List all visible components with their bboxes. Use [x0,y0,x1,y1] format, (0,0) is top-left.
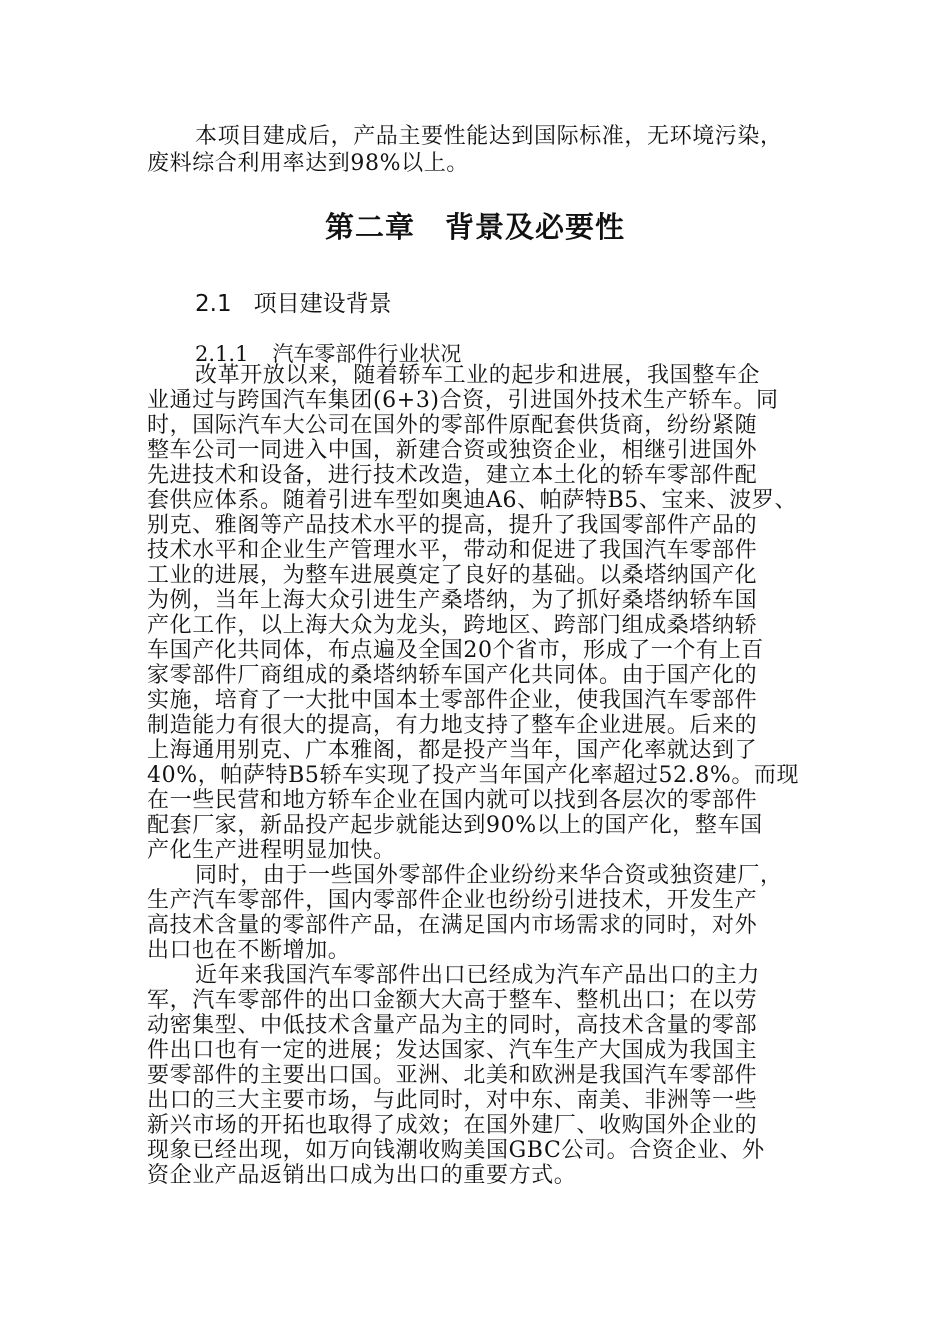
text-line: 业通过与跨国汽车集团(6+3)合资，引进国外技术生产轿车。同 [147,388,779,413]
text-line: 为例，当年上海大众引进生产桑塔纳，为了抓好桑塔纳轿车国 [147,588,758,613]
text-line: 军，汽车零部件的出口金额大大高于整车、整机出口；在以劳 [147,988,758,1013]
text-line: 动密集型、中低技术含量产品为主的同时，高技术含量的零部 [147,1013,758,1038]
subsection-number: 2.1.1 [195,342,249,366]
text-line: 产化生产进程明显加快。 [147,838,396,863]
text-line: 配套厂家，新品投产起步就能达到90%以上的国产化，整车国 [147,813,763,838]
chapter-title: 背景及必要性 [445,210,626,244]
text-line: 家零部件厂商组成的桑塔纳轿车国产化共同体。由于国产化的 [147,663,758,688]
subsection-title: 汽车零部件行业状况 [272,342,462,366]
chapter-number: 第二章 [324,210,415,244]
section-heading [195,285,392,318]
text-line: 件出口也有一定的进展；发达国家、汽车生产大国成为我国主 [147,1038,758,1063]
text-line: 套供应体系。随着引进车型如奥迪A6、帕萨特B5、宝来、波罗、 [147,488,798,513]
text-line: 车国产化共同体，布点遍及全国20个省市，形成了一个有上百 [147,638,764,663]
text-line: 制造能力有很大的提高，有力地支持了整车企业进展。后来的 [147,713,758,738]
text-line: 整车公司一同进入中国，新建合资或独资企业，相继引进国外 [147,438,758,463]
text-line: 高技术含量的零部件产品，在满足国内市场需求的同时，对外 [147,913,758,938]
text-line: 在一些民营和地方轿车企业在国内就可以找到各层次的零部件 [147,788,758,813]
text-line: 近年来我国汽车零部件出口已经成为汽车产品出口的主力 [195,963,761,988]
text-line: 出口的三大主要市场，与此同时，对中东、南美、非洲等一些 [147,1088,758,1113]
text-line: 要零部件的主要出口国。亚洲、北美和欧洲是我国汽车零部件 [147,1063,758,1088]
text-line: 先进技术和设备，进行技术改造，建立本土化的轿车零部件配 [147,463,758,488]
text-line: 现象已经出现，如万向钱潮收购美国GBC公司。合资企业、外 [147,1138,765,1163]
text-line: 资企业产品返销出口成为出口的重要方式。 [147,1163,577,1188]
text-line: 别克、雅阁等产品技术水平的提高，提升了我国零部件产品的 [147,513,758,538]
text-line: 上海通用别克、广本雅阁，都是投产当年，国产化率就达到了 [147,738,758,763]
section-number: 2.1 [195,291,232,317]
text-line: 生产汽车零部件，国内零部件企业也纷纷引进技术，开发生产 [147,888,758,913]
text-line: 40%，帕萨特B5轿车实现了投产当年国产化率超过52.8%。而现 [147,763,800,788]
text-line: 出口也在不断增加。 [147,938,351,963]
text-line: 产化工作，以上海大众为龙头，跨地区、跨部门组成桑塔纳轿 [147,613,758,638]
text-line: 技术水平和企业生产管理水平，带动和促进了我国汽车零部件 [147,538,758,563]
text-line: 改革开放以来，随着轿车工业的起步和进展，我国整车企 [195,363,761,388]
text-line: 本项目建成后，产品主要性能达到国际标准，无环境污染， [195,124,783,149]
text-line: 工业的进展，为整车进展奠定了良好的基础。以桑塔纳国产化 [147,563,758,588]
text-line: 时，国际汽车大公司在国外的零部件原配套供货商，纷纷紧随 [147,413,758,438]
section-title: 项目建设背景 [253,291,392,317]
text-line: 同时，由于一些国外零部件企业纷纷来华合资或独资建厂， [195,863,783,888]
text-line: 实施，培育了一大批中国本土零部件企业，使我国汽车零部件 [147,688,758,713]
text-line: 废料综合利用率达到98%以上。 [147,151,469,176]
text-line: 新兴市场的开拓也取得了成效；在国外建厂、收购国外企业的 [147,1113,758,1138]
chapter-heading [0,205,950,246]
